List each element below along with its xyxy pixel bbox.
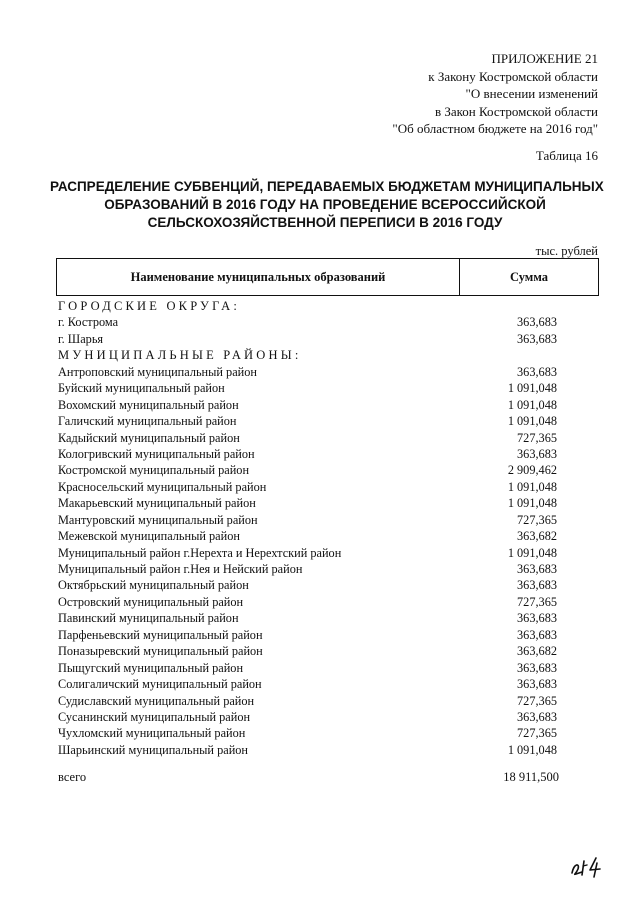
- row-name: Павинский муниципальный район: [58, 611, 239, 626]
- row-name: Октябрьский муниципальный район: [58, 578, 249, 593]
- row-name: Шарьинский муниципальный район: [58, 742, 249, 757]
- table-row: [56, 380, 599, 396]
- table-row: [56, 331, 599, 347]
- handwritten-page-number-signature: [570, 855, 604, 879]
- row-value: 1 091,048: [507, 496, 557, 511]
- row-name: Островский муниципальный район: [58, 594, 244, 609]
- row-value: 727,365: [517, 693, 557, 708]
- row-name: г. Шарья: [58, 331, 104, 346]
- table-row: [56, 693, 599, 709]
- appendix-line: в Закон Костромской области: [434, 103, 598, 119]
- row-value: 363,683: [517, 331, 557, 346]
- row-value: 1 091,048: [507, 479, 557, 494]
- section-heading: ГОРОДСКИЕ ОКРУГА:: [58, 299, 241, 313]
- row-name: Галичский муниципальный район: [58, 414, 237, 429]
- row-value: 363,683: [517, 578, 557, 593]
- table-row: [56, 660, 599, 676]
- table-row: [56, 364, 599, 380]
- row-name: Буйский муниципальный район: [58, 381, 225, 396]
- appendix-line: "Об областном бюджете на 2016 год": [392, 121, 598, 136]
- row-value: 1 091,048: [507, 381, 557, 396]
- row-name: Солигаличский муниципальный район: [58, 677, 262, 692]
- row-name: Муниципальный район г.Нея и Нейский район: [58, 562, 303, 576]
- row-name: г. Кострома: [58, 315, 119, 330]
- appendix-block: [338, 50, 598, 138]
- appendix-line: ПРИЛОЖЕНИЕ 21: [491, 51, 598, 66]
- table-row: [56, 479, 599, 495]
- table-row: [56, 561, 599, 577]
- table-row: [56, 462, 599, 478]
- row-value: 363,683: [517, 660, 557, 675]
- row-value: 363,682: [517, 644, 557, 659]
- row-name: Поназыревский муниципальный район: [58, 644, 263, 659]
- table-row: [56, 594, 599, 610]
- table-row: [56, 512, 599, 528]
- row-name: Красносельский муниципальный район: [58, 479, 267, 494]
- section-heading: МУНИЦИПАЛЬНЫЕ РАЙОНЫ:: [58, 348, 302, 363]
- appendix-line: "О внесении изменений: [465, 86, 598, 101]
- table-header: [56, 258, 599, 296]
- section-heading-row: [56, 298, 599, 314]
- row-name: Чухломский муниципальный район: [58, 726, 246, 741]
- row-name: Макарьевский муниципальный район: [58, 496, 256, 511]
- table-row: [56, 577, 599, 593]
- row-value: 363,683: [517, 562, 557, 576]
- total-row: [58, 770, 599, 788]
- table-row: [56, 643, 599, 659]
- row-name: Антроповский муниципальный район: [58, 364, 257, 379]
- row-name: Сусанинский муниципальный район: [58, 709, 251, 724]
- table-row: [56, 676, 599, 692]
- row-value: 363,683: [517, 709, 557, 724]
- table-row: [56, 314, 599, 330]
- table-body: [56, 298, 599, 758]
- row-value: 1 091,048: [507, 397, 557, 412]
- title-line: СЕЛЬСКОХОЗЯЙСТВЕННОЙ ПЕРЕПИСИ В 2016 ГОДУ: [147, 215, 503, 230]
- table-number: Таблица 16: [535, 148, 598, 163]
- table-row: [56, 495, 599, 511]
- title-line: ОБРАЗОВАНИЙ В 2016 ГОДУ НА ПРОВЕДЕНИЕ ВСЕРОССИЙСКОЙ: [104, 197, 546, 212]
- row-value: 1 091,048: [507, 742, 557, 757]
- table-row: [56, 742, 599, 758]
- table-row: [56, 725, 599, 741]
- title-line: РАСПРЕДЕЛЕНИЕ СУБВЕНЦИЙ, ПЕРЕДАВАЕМЫХ БЮДЖЕТАМ МУНИЦИПАЛЬНЫХ: [50, 179, 604, 194]
- row-name: Парфеньевский муниципальный район: [58, 627, 263, 642]
- table-row: [56, 709, 599, 725]
- row-name: Вохомский муниципальный район: [58, 397, 239, 412]
- table-row: [56, 545, 599, 561]
- row-value: 363,683: [517, 315, 557, 330]
- row-value: 727,365: [517, 430, 557, 445]
- document-title: [50, 178, 604, 232]
- row-name: Кологривский муниципальный район: [58, 446, 255, 461]
- section-heading-row: [56, 347, 599, 363]
- row-value: 727,365: [517, 512, 557, 527]
- row-value: 1 091,048: [507, 545, 557, 560]
- row-value: 363,683: [517, 364, 557, 379]
- total-label: всего: [58, 770, 87, 784]
- row-name: Муниципальный район г.Нерехта и Нерехтский район: [58, 545, 342, 560]
- header-name-column: Наименование муниципальных образований: [57, 259, 460, 295]
- row-value: 727,365: [517, 594, 557, 609]
- row-value: 1 091,048: [507, 414, 557, 429]
- row-name: Межевской муниципальный район: [58, 529, 240, 544]
- total-value: 18 911,500: [503, 770, 559, 784]
- table-row: [56, 430, 599, 446]
- row-value: 2 909,462: [507, 463, 557, 478]
- unit-label: тыс. рублей: [535, 244, 598, 258]
- row-value: 363,683: [517, 446, 557, 461]
- appendix-line: к Закону Костромской области: [428, 68, 598, 84]
- table-row: [56, 397, 599, 413]
- row-value: 363,683: [517, 677, 557, 692]
- row-value: 363,682: [517, 529, 557, 544]
- table-row: [56, 528, 599, 544]
- row-name: Пыщугский муниципальный район: [58, 660, 244, 675]
- row-name: Кадыйский муниципальный район: [58, 430, 240, 445]
- header-sum-column: Сумма: [510, 269, 548, 284]
- table-row: [56, 446, 599, 462]
- row-value: 363,683: [517, 611, 557, 626]
- row-name: Костромской муниципальный район: [58, 463, 250, 478]
- row-name: Судиславский муниципальный район: [58, 693, 255, 708]
- table-row: [56, 610, 599, 626]
- table-row: [56, 413, 599, 429]
- table-row: [56, 627, 599, 643]
- row-value: 727,365: [517, 726, 557, 741]
- row-name: Мантуровский муниципальный район: [58, 512, 258, 527]
- row-value: 363,683: [517, 627, 557, 642]
